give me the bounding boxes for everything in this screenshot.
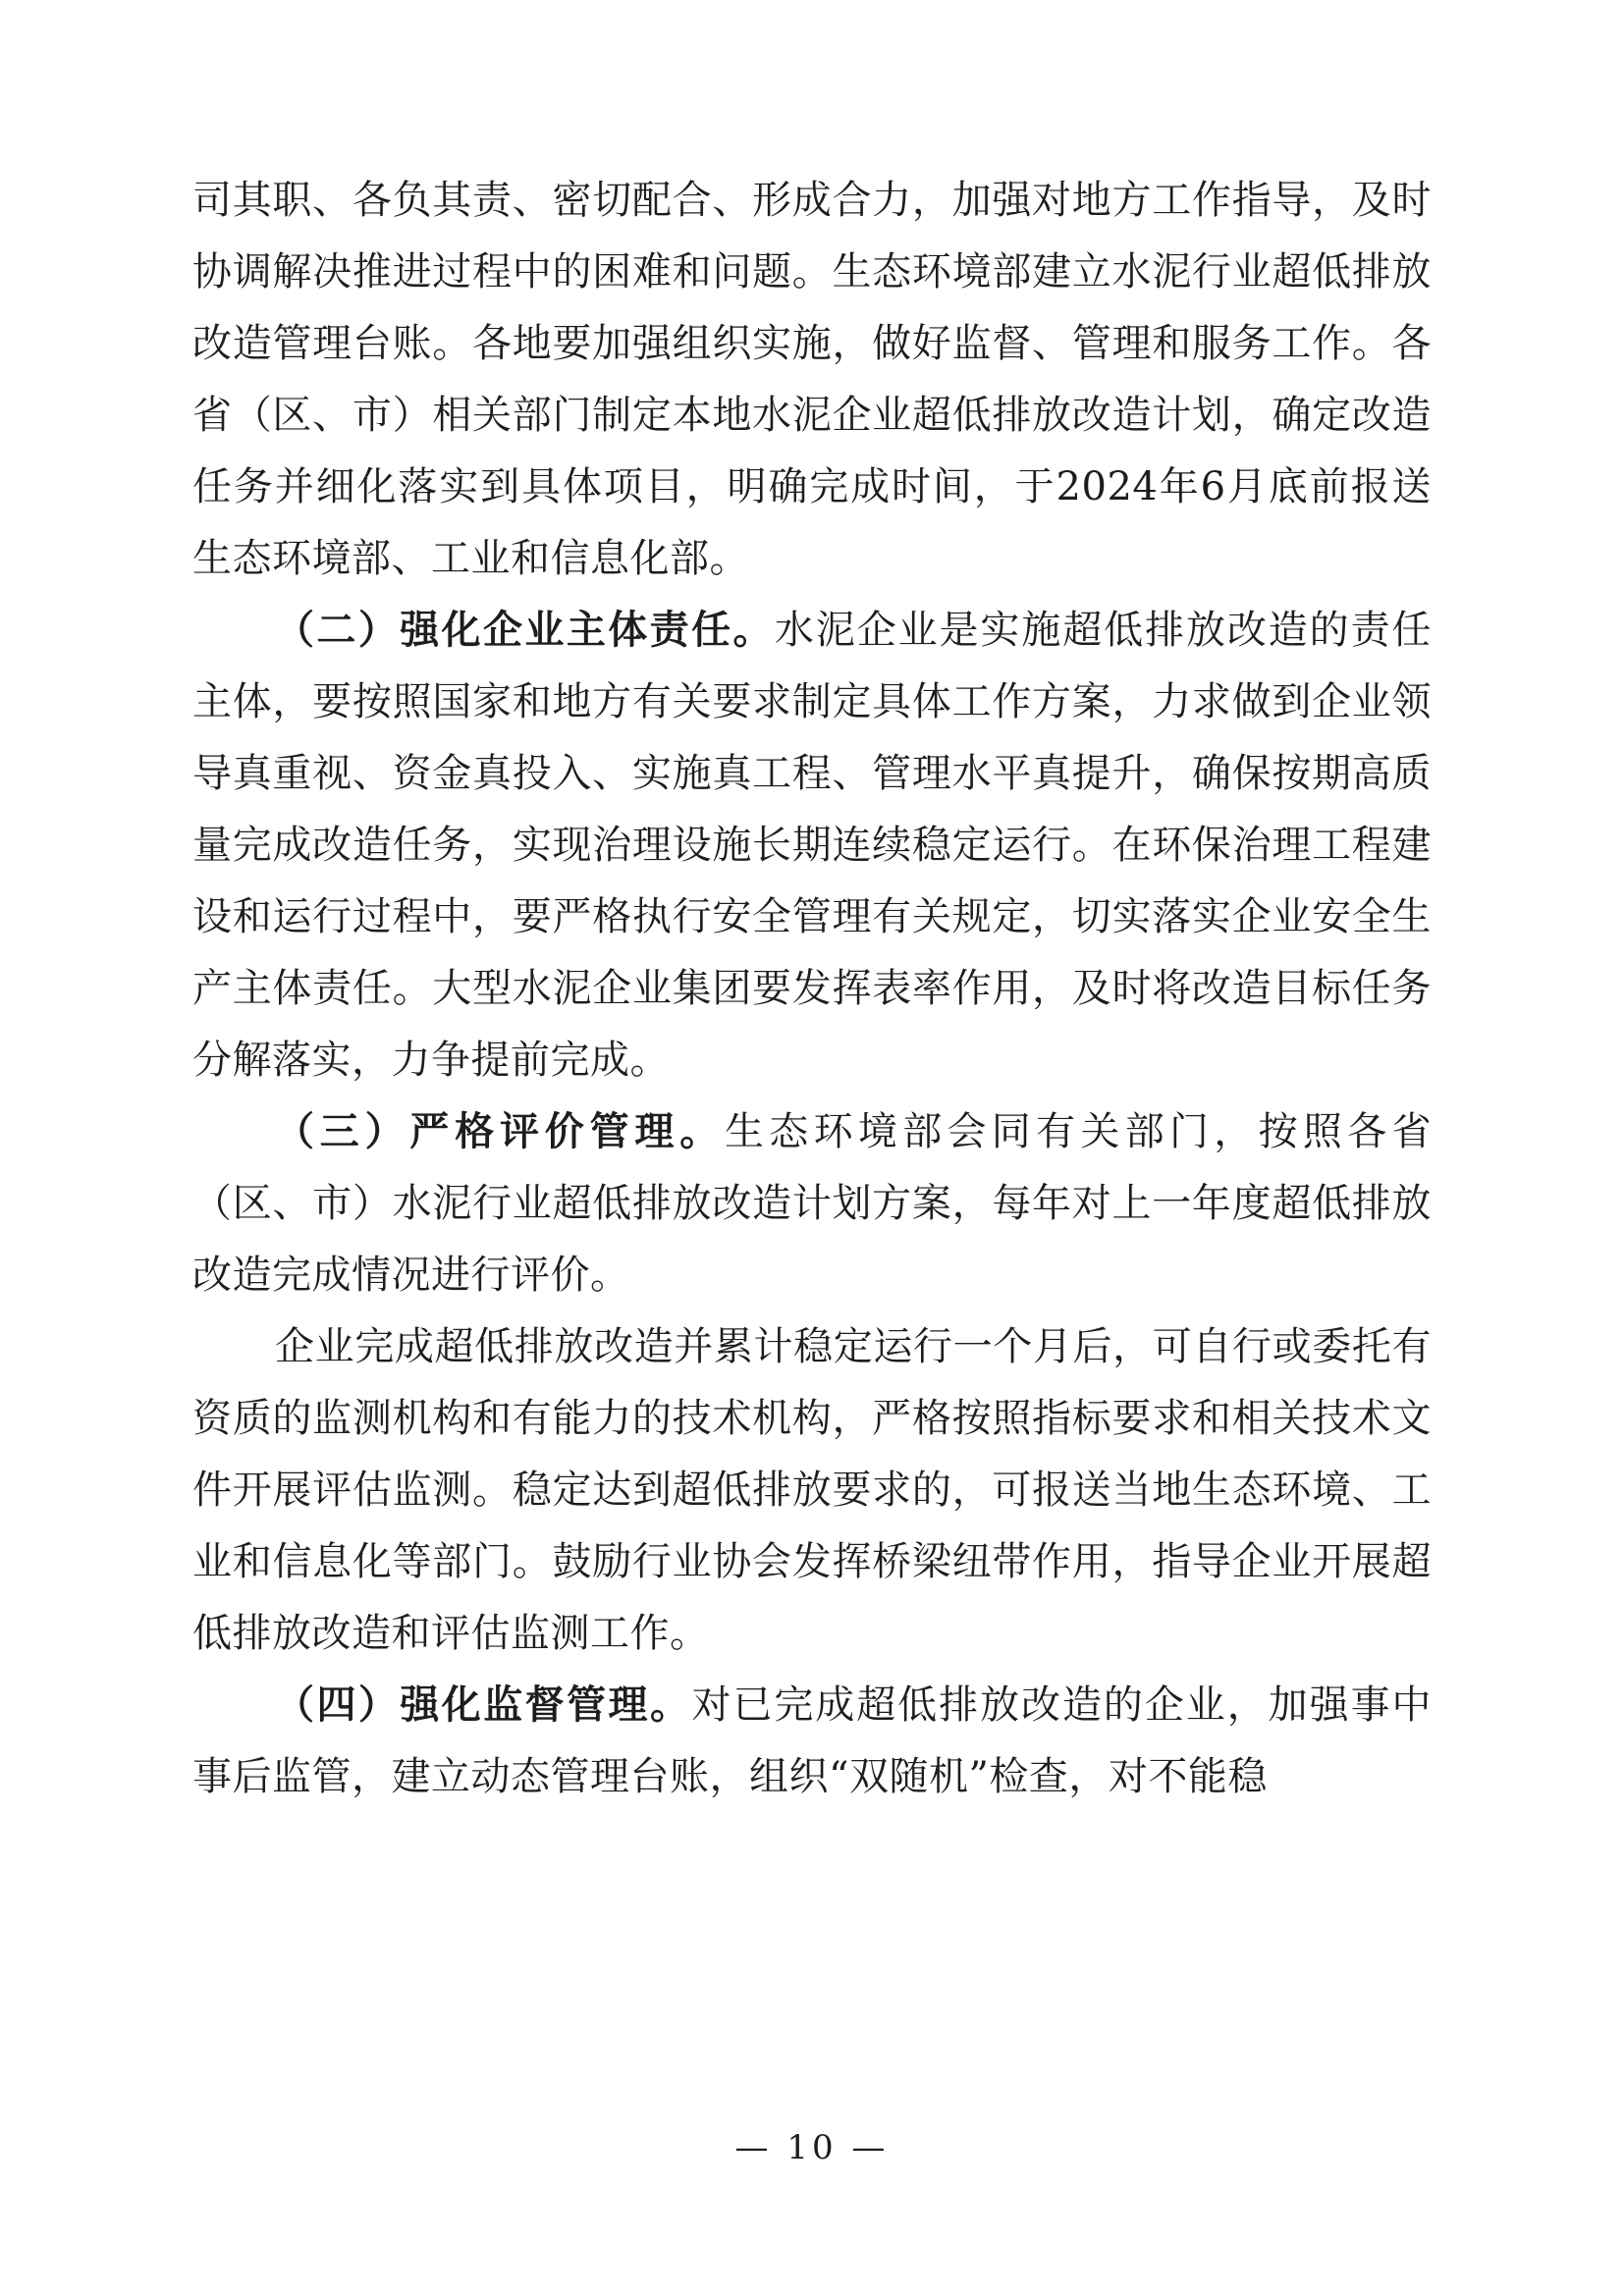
section-heading-three: （三）严格评价管理。 — [275, 1109, 725, 1154]
paragraph-text: 生态环境部会同有关部门，按照各省（区、市）水泥行业超低排放改造计划方案，每年对上一年度超低排放改造完成情况进行评价。 — [192, 1109, 1432, 1298]
section-heading-four: （四）强化监督管理。 — [275, 1682, 692, 1728]
paragraph-evaluation-detail — [192, 1311, 1432, 1670]
paragraph-section-three — [192, 1096, 1432, 1311]
paragraph-section-four — [192, 1670, 1432, 1813]
document-body — [192, 165, 1432, 1813]
paragraph-text: 对已完成超低排放改造的企业，加强事中事后监管，建立动态管理台账，组织“双随机”检查，对不能稳 — [192, 1682, 1433, 1799]
page-number: — 10 — — [734, 2128, 890, 2167]
section-heading-two: （二）强化企业主体责任。 — [275, 608, 775, 653]
paragraph-continuation — [192, 165, 1432, 595]
paragraph-text: 水泥企业是实施超低排放改造的责任主体，要按照国家和地方有关要求制定具体工作方案，力求做到企业领导真重视、资金真投入、实施真工程、管理水平真提升，确保按期高质量完成改造任务，实现治理设施长期连续稳定运行。在环保治理工程建设和运行过程中，要严格执行安全管理有关规定，切实落实企业安全生产主体责任。大型水泥企业集团要发挥表率作用，及时将改造目标任务分解落实，力争提前完成。 — [192, 608, 1433, 1083]
paragraph-text: 司其职、各负其责、密切配合、形成合力，加强对地方工作指导，及时协调解决推进过程中的困难和问题。生态环境部建立水泥行业超低排放改造管理台账。各地要加强组织实施，做好监督、管理和服务工作。各省（区、市）相关部门制定本地水泥企业超低排放改造计划，确定改造任务并细化落实到具体项目，明确完成时间，于2024年6月底前报送生态环境部、工业和信息化部。 — [192, 178, 1432, 581]
paragraph-text: 企业完成超低排放改造并累计稳定运行一个月后，可自行或委托有资质的监测机构和有能力的技术机构，严格按照指标要求和相关技术文件开展评估监测。稳定达到超低排放要求的，可报送当地生态环境、工业和信息化等部门。鼓励行业协会发挥桥梁纽带作用，指导企业开展超低排放改造和评估监测工作。 — [192, 1324, 1432, 1656]
paragraph-section-two — [192, 595, 1432, 1096]
